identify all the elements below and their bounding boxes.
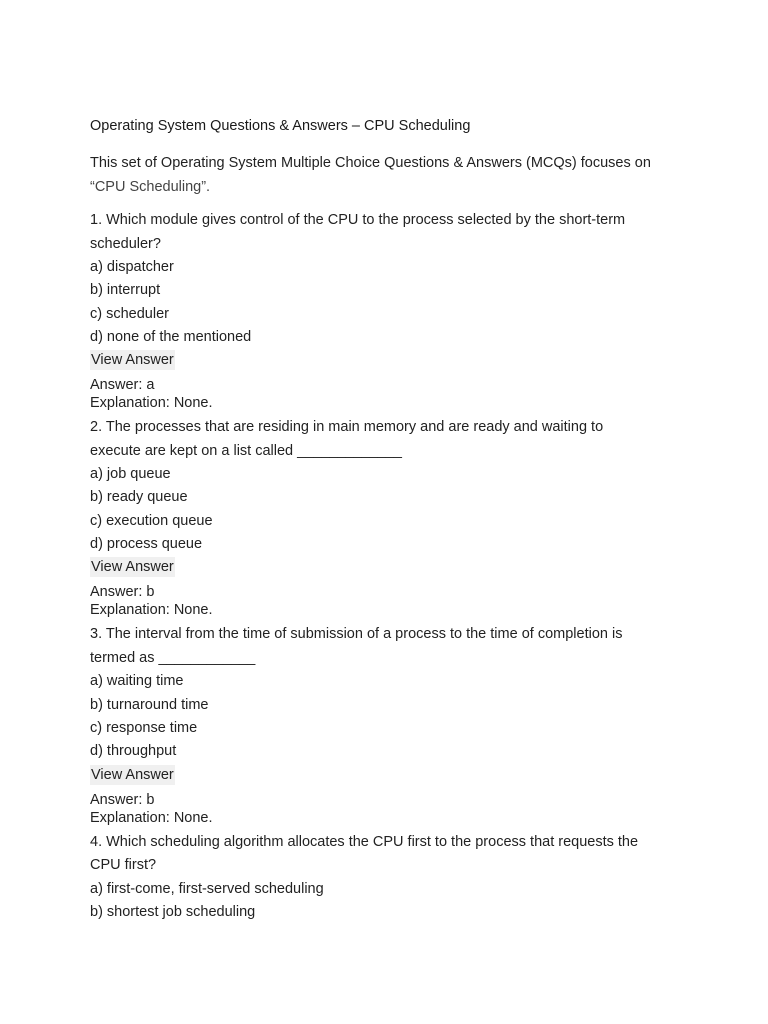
intro-text: This set of Operating System Multiple Choice Questions & Answers (MCQs) focuses on [90, 155, 651, 171]
option-d: d) process queue [90, 536, 203, 553]
view-answer-button[interactable]: View Answer [91, 559, 174, 576]
option-d: d) throughput [90, 743, 177, 760]
option-b: b) shortest job scheduling [90, 903, 256, 920]
question-2 [90, 416, 730, 619]
option-a: a) waiting time [90, 673, 184, 690]
question-stem: 2. The processes that are residing in main memory and are ready and waiting to execute are kept on a list called _____________ [90, 419, 604, 459]
option-c: c) execution queue [90, 512, 213, 529]
option-b: b) turnaround time [90, 696, 209, 713]
option-d: d) none of the mentioned [90, 328, 252, 345]
question-stem: 1. Which module gives control of the CPU to the process selected by the short-term scheduler? [90, 212, 626, 252]
option-b: b) interrupt [90, 282, 161, 299]
answer-text: Answer: a [90, 377, 155, 394]
explanation-text: Explanation: None. [90, 395, 213, 412]
option-a: a) first-come, first-served scheduling [90, 880, 324, 897]
explanation-text: Explanation: None. [90, 602, 213, 619]
option-a: a) dispatcher [90, 259, 174, 275]
answer-text: Answer: b [90, 584, 155, 601]
explanation-text: Explanation: None. [90, 809, 213, 826]
page-title: Operating System Questions & Answers – CPU Scheduling [90, 118, 471, 134]
option-c: c) response time [90, 719, 198, 736]
option-b: b) ready queue [90, 489, 188, 506]
view-answer-button[interactable]: View Answer [91, 766, 174, 783]
answer-text: Answer: b [90, 791, 155, 808]
intro-paragraph [90, 152, 730, 199]
question-3 [90, 623, 730, 826]
view-answer-button[interactable]: View Answer [91, 352, 174, 369]
intro-topic: “CPU Scheduling”. [90, 178, 211, 195]
document-page [90, 116, 730, 924]
question-stem: 4. Which scheduling algorithm allocates the CPU first to the process that requests the CPU first? [90, 833, 639, 874]
option-c: c) scheduler [90, 305, 169, 322]
question-4 [90, 831, 730, 925]
option-a: a) job queue [90, 466, 171, 483]
question-1 [90, 209, 730, 412]
question-stem: 3. The interval from the time of submission of a process to the time of completion is termed as ____________ [90, 626, 623, 666]
